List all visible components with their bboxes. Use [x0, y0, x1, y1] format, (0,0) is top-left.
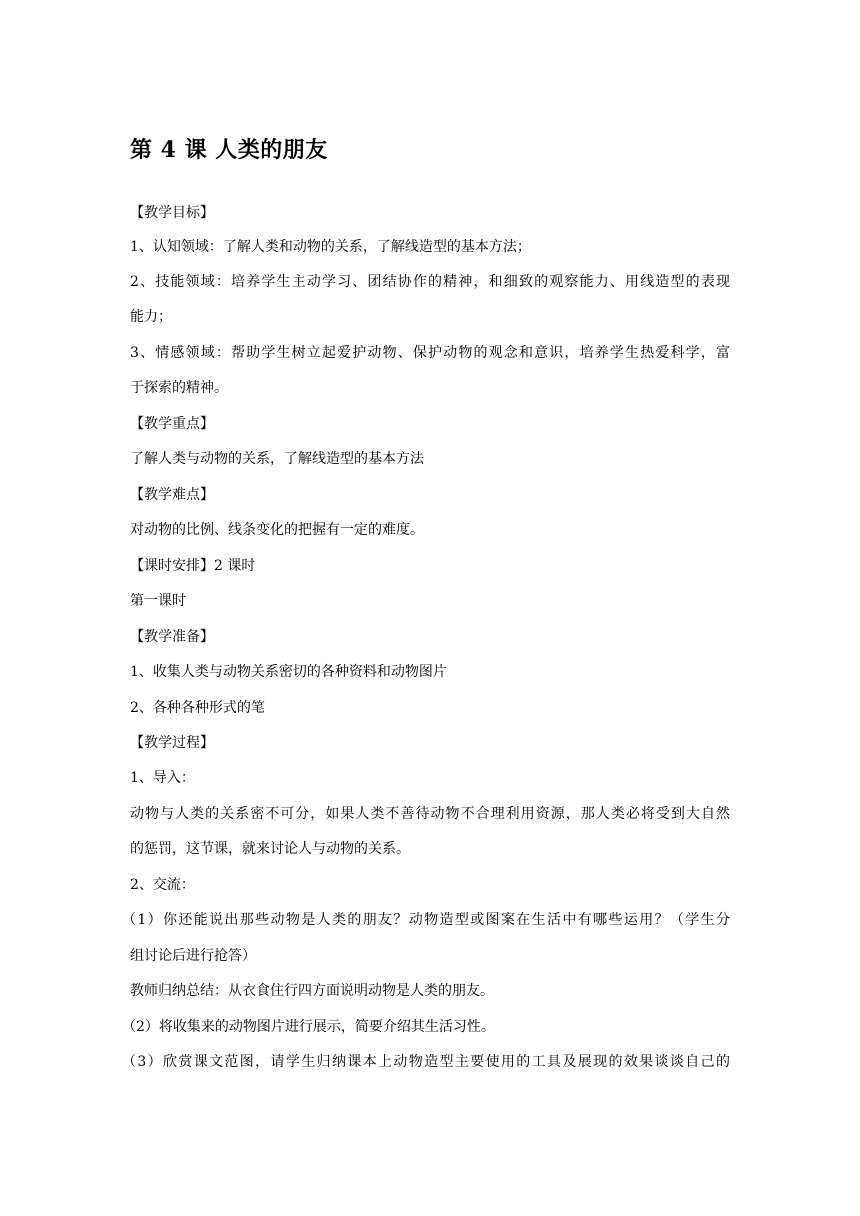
section-heading-objectives: 【教学目标】 [130, 205, 214, 221]
intro-text-line1: 动物与人类的关系密不可分，如果人类不善待动物不合理利用资源，那人类必将受到大自然 [130, 806, 730, 822]
section-heading-key-points: 【教学重点】 [130, 416, 214, 432]
first-lesson-label: 第一课时 [130, 593, 186, 609]
difficulties-text: 对动物的比例、线条变化的把握有一定的难度。 [130, 522, 424, 538]
discussion-q1-line2: 组讨论后进行抢答） [130, 948, 256, 964]
key-points-text: 了解人类与动物的关系，了解线造型的基本方法 [130, 451, 424, 467]
discussion-q1-line1: （1）你还能说出那些动物是人类的朋友？动物造型或图案在生活中有哪些运用？（学生分 [122, 912, 730, 928]
section-heading-difficulties: 【教学难点】 [130, 487, 214, 503]
process-step-discussion: 2、交流： [130, 877, 195, 893]
objective-emotion-line2: 于探索的精神。 [130, 380, 228, 396]
intro-text-line2: 的惩罚，这节课，就来讨论人与动物的关系。 [130, 841, 410, 857]
lesson-title: 第 4 课 人类的朋友 [130, 137, 328, 163]
discussion-q3-line1: （3）欣赏课文范图，请学生归纳课本上动物造型主要使用的工具及展现的效果谈谈自己的 [122, 1054, 730, 1070]
objective-cognitive: 1、认知领域：了解人类和动物的关系，了解线造型的基本方法； [130, 239, 531, 255]
objective-skill-line2: 能力； [130, 309, 172, 325]
process-step-intro: 1、导入： [130, 770, 195, 786]
teacher-summary: 教师归纳总结：从衣食住行四方面说明动物是人类的朋友。 [130, 983, 494, 999]
objective-emotion-line1: 3、情感领域：帮助学生树立起爱护动物、保护动物的观念和意识，培养学生热爱科学，富 [130, 345, 730, 361]
preparation-item-2: 2、各种各种形式的笔 [130, 700, 265, 716]
section-heading-preparation: 【教学准备】 [130, 629, 214, 645]
section-heading-process: 【教学过程】 [130, 735, 214, 751]
objective-skill-line1: 2、技能领域：培养学生主动学习、团结协作的精神，和细致的观察能力、用线造型的表现 [130, 274, 730, 290]
discussion-q2: （2）将收集来的动物图片进行展示，简要介绍其生活习性。 [122, 1019, 495, 1035]
schedule-text: 【课时安排】2 课时 [130, 558, 256, 574]
preparation-item-1: 1、收集人类与动物关系密切的各种资料和动物图片 [130, 664, 447, 680]
